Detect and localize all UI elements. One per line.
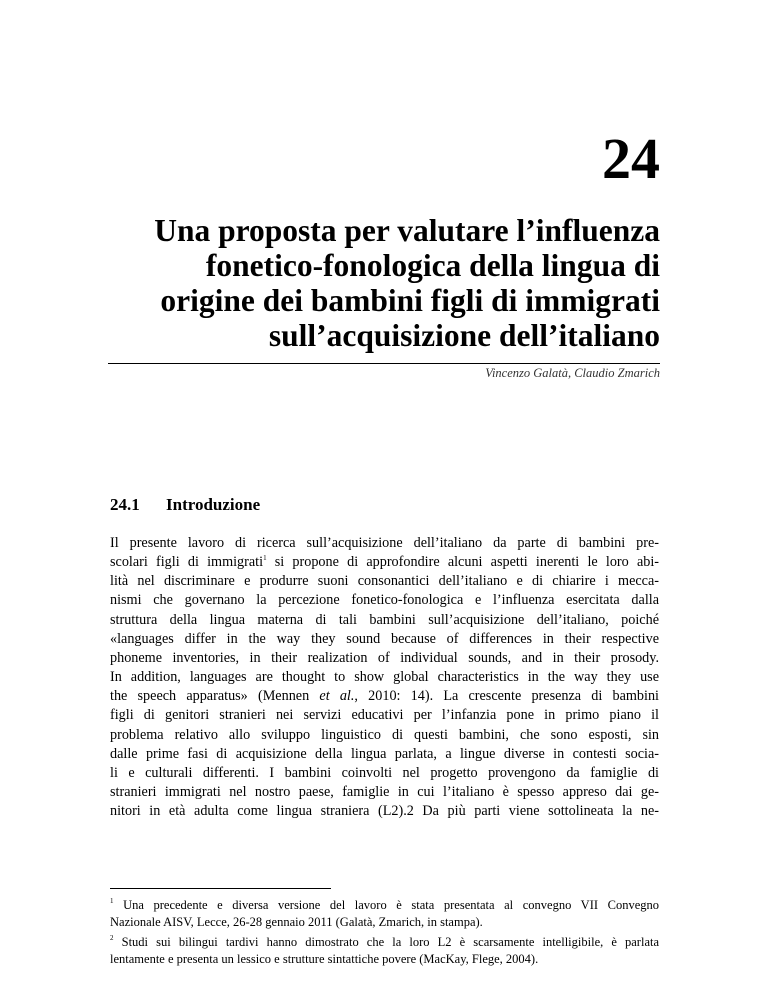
body-line: lità nel discriminare e produrre suoni consonantici dell’italiano e di chiarire i mecca- — [110, 573, 659, 590]
title-line: origine dei bambini figli di immigrati — [160, 283, 660, 318]
body-line: problema relativo allo sviluppo linguistico di questi bambini, che sono esposti, sin — [110, 726, 659, 743]
body-text-italic: et al. — [319, 688, 355, 705]
body-text-run: the speech apparatus» (Mennen — [110, 688, 320, 705]
footnote-mark: 1 — [110, 897, 114, 905]
body-line: nismi che governano la percezione fonetico-fonologica e l’influenza esercitata dalla — [110, 592, 659, 609]
footnote-line: lentamente e presenta un lessico e strutture sintattiche povere (MacKay, Flege, 2004). — [110, 951, 539, 966]
section-heading — [110, 495, 260, 515]
body-line: nitori in età adulta come lingua straniera (L2).2 Da più parti viene sottolineata la ne- — [110, 803, 659, 820]
footnote-line: Nazionale AISV, Lecce, 26-28 gennaio 2011 (Galatà, Zmarich, in stampa). — [110, 914, 483, 929]
footnote-mark: 2 — [110, 934, 114, 942]
body-line: struttura della lingua materna di tali bambini sull’acquisizione dell’italiano, poiché — [110, 611, 659, 628]
authors: Vincenzo Galatà, Claudio Zmarich — [485, 366, 660, 380]
footnote — [110, 897, 659, 930]
body-text — [110, 534, 659, 821]
title-line: Una proposta per valutare l’influenza — [154, 213, 660, 248]
chapter-number: 24 — [602, 126, 660, 191]
body-line — [110, 687, 659, 706]
section-number: 24.1 — [110, 495, 140, 514]
body-text-run: , 2010: 14). La crescente presenza di bambini — [354, 688, 659, 705]
title-line: fonetico-fonologica della lingua di — [205, 248, 660, 283]
footnote-ref: 1 — [263, 554, 267, 563]
footnote-rule — [110, 888, 331, 889]
body-line: Il presente lavoro di ricerca sull’acquisizione dell’italiano da parte di bambini pre- — [110, 535, 659, 551]
footnote — [110, 934, 659, 967]
footnote-line — [110, 934, 659, 951]
footnote-text: Una precedente e diversa versione del lavoro è stata presentata al convegno VII Convegno — [123, 898, 659, 912]
body-line: figli di genitori stranieri nei servizi educativi per l’infanzia pone in primo piano il — [110, 707, 659, 724]
footnote-line — [110, 897, 659, 914]
body-line: li e culturali differenti. I bambini coinvolti nel progetto provengono da famiglie di — [110, 764, 659, 781]
chapter-title — [60, 213, 660, 353]
footnote-text: Studi sui bilingui tardivi hanno dimostrato che la loro L2 è scarsamente intelligibile, è parlata — [121, 935, 660, 949]
body-line — [110, 553, 659, 572]
body-line: «languages differ in the way they sound because of differences in their respective — [110, 630, 659, 647]
body-line: In addition, languages are thought to show global characteristics in the way they use — [110, 669, 659, 686]
section-title: Introduzione — [166, 495, 261, 514]
body-text-run: si propone di approfondire alcuni aspetti inerenti le loro abi- — [266, 554, 659, 571]
body-line: dalle prime fasi di acquisizione della lingua parlata, a lingue diverse in contesti socia- — [110, 745, 659, 762]
title-line: sull’acquisizione dell’italiano — [268, 318, 660, 353]
body-text-run: scolari figli di immigrati — [110, 554, 264, 571]
title-rule — [108, 363, 660, 364]
body-line: phoneme inventories, in their realization of individual sounds, and in their prosody. — [110, 649, 659, 666]
body-line: stranieri immigrati nel nostro paese, famiglie in cui l’italiano è spesso appreso dai ge- — [110, 784, 659, 801]
